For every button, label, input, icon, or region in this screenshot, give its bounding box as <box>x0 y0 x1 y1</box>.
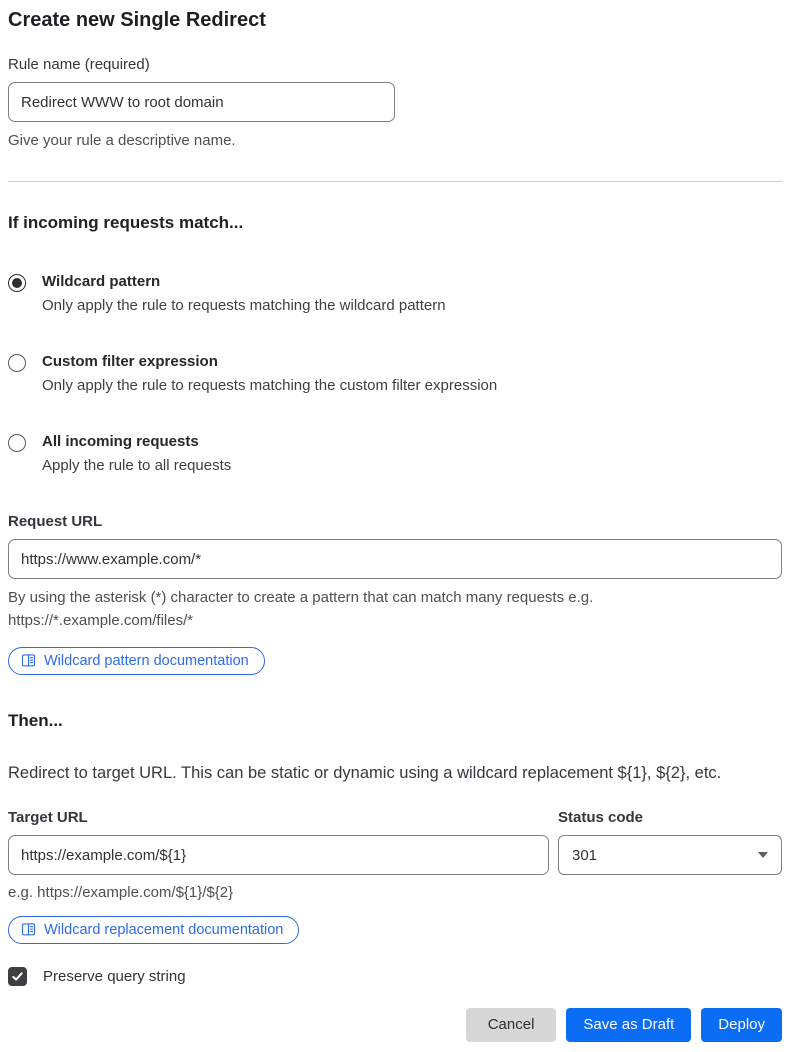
section-divider <box>8 181 782 182</box>
wildcard-pattern-doc-button[interactable] <box>8 647 265 675</box>
page-title: Create new Single Redirect <box>8 9 266 31</box>
doc-button-label: Wildcard pattern documentation <box>44 652 249 669</box>
request-url-label: Request URL <box>8 513 103 530</box>
book-icon <box>21 653 36 668</box>
cancel-button[interactable]: Cancel <box>466 1008 557 1042</box>
target-url-help: e.g. https://example.com/${1}/${2} <box>8 884 234 901</box>
deploy-button[interactable]: Deploy <box>701 1008 782 1042</box>
footer-actions <box>8 1008 782 1042</box>
radio-option-all-incoming-requests[interactable] <box>8 432 782 476</box>
radio-label: All incoming requests <box>42 433 199 450</box>
target-url-label: Target URL <box>8 809 88 826</box>
doc-button-label: Wildcard replacement documentation <box>44 921 284 938</box>
radio-button-icon[interactable] <box>8 274 26 292</box>
wildcard-replacement-doc-button[interactable] <box>8 916 299 944</box>
radio-description: Only apply the rule to requests matching the wildcard pattern <box>42 297 446 314</box>
then-section-heading: Then... <box>8 711 63 730</box>
preserve-query-row[interactable] <box>8 967 782 986</box>
save-as-draft-button[interactable]: Save as Draft <box>566 1008 691 1042</box>
target-url-input[interactable] <box>8 835 549 875</box>
rule-name-input[interactable] <box>8 82 395 122</box>
status-code-select[interactable] <box>558 835 782 875</box>
status-code-label: Status code <box>558 809 644 826</box>
radio-option-custom-filter-expression[interactable] <box>8 352 782 396</box>
radio-label: Custom filter expression <box>42 353 218 370</box>
book-icon <box>21 922 36 937</box>
radio-option-wildcard-pattern[interactable] <box>8 272 782 316</box>
status-code-value: 301 <box>572 846 598 864</box>
chevron-down-icon <box>758 852 768 858</box>
match-section-heading: If incoming requests match... <box>8 213 244 232</box>
radio-description: Only apply the rule to requests matching the custom filter expression <box>42 377 498 394</box>
preserve-query-label: Preserve query string <box>43 968 186 985</box>
request-url-input[interactable] <box>8 539 782 579</box>
preserve-query-checkbox[interactable] <box>8 967 27 986</box>
then-section-intro: Redirect to target URL. This can be static or dynamic using a wildcard replacement ${1}, ${2}, etc. <box>8 764 722 782</box>
radio-button-icon[interactable] <box>8 354 26 372</box>
radio-button-icon[interactable] <box>8 434 26 452</box>
target-and-status-row <box>8 808 782 904</box>
match-type-radio-group <box>8 272 782 476</box>
radio-label: Wildcard pattern <box>42 273 161 290</box>
rule-name-label: Rule name (required) <box>8 56 150 73</box>
rule-name-help: Give your rule a descriptive name. <box>8 132 236 149</box>
request-url-help: By using the asterisk (*) character to create a pattern that can match many requests e.g. https://*.example.com/files/* <box>8 589 594 629</box>
radio-description: Apply the rule to all requests <box>42 457 232 474</box>
